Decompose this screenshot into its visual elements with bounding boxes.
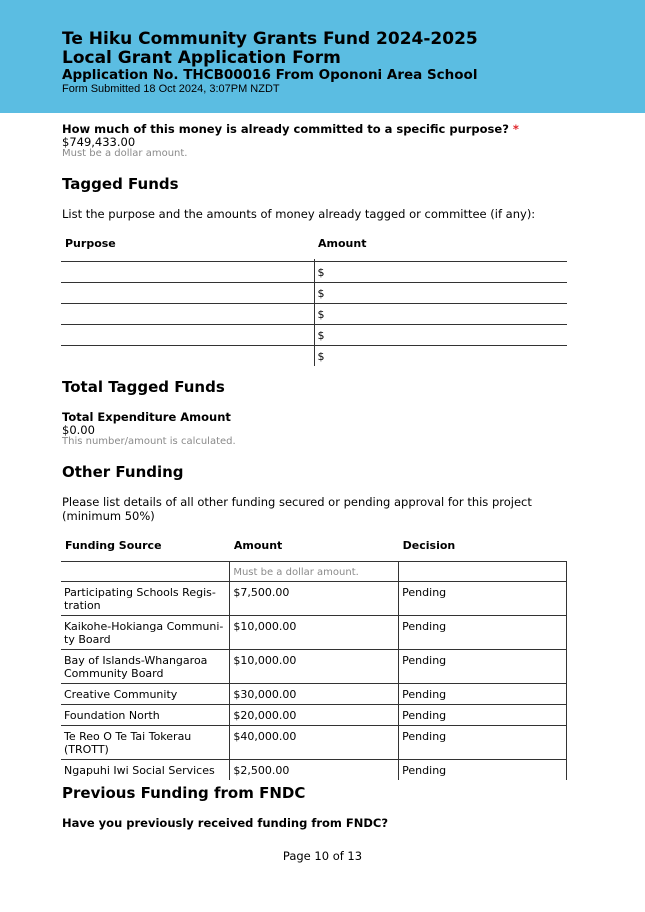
table-row (61, 325, 567, 346)
table-row (61, 346, 567, 367)
amount-cell: $7,500.00 (230, 582, 399, 616)
committed-question (62, 122, 519, 136)
amount-cell: $10,000.00 (230, 650, 399, 684)
committed-hint: Must be a dollar amount. (62, 148, 188, 159)
table-row (61, 760, 567, 781)
table-row (61, 616, 567, 650)
other-funding-heading: Other Funding (62, 463, 184, 481)
amount-cell: $ (314, 304, 567, 325)
other-funding-instruction: Please list details of all other funding secured or pending approval for this project (minimum 50%) (62, 495, 532, 523)
table-row (61, 582, 567, 616)
amount-cell: $30,000.00 (230, 684, 399, 705)
form-title: Local Grant Application Form (62, 48, 341, 68)
decision-cell (399, 562, 567, 582)
source-cell: Kaikohe-Hokianga Communi-ty Board (61, 616, 230, 650)
table-row (61, 283, 567, 304)
amount-cell: $ (314, 325, 567, 346)
decision-cell: Pending (399, 705, 567, 726)
amount-cell: $2,500.00 (230, 760, 399, 781)
amount-cell: $ (314, 346, 567, 367)
source-cell: Te Reo O Te Tai Tokerau (TROTT) (61, 726, 230, 760)
column-header-amount: Amount (233, 539, 283, 552)
required-marker: * (512, 122, 519, 136)
decision-cell: Pending (399, 726, 567, 760)
purpose-cell (61, 262, 314, 283)
table-row (61, 650, 567, 684)
total-tagged-heading: Total Tagged Funds (62, 378, 225, 396)
amount-hint-cell: Must be a dollar amount. (230, 562, 399, 582)
source-cell: Creative Community (61, 684, 230, 705)
column-header-amount: Amount (318, 237, 367, 250)
total-expenditure-hint: This number/amount is calculated. (62, 436, 236, 447)
source-cell: Bay of Islands-Whangaroa Community Board (61, 650, 230, 684)
form-header (0, 0, 645, 113)
other-funding-table (61, 539, 567, 780)
source-cell: Participating Schools Regis-tration (61, 582, 230, 616)
amount-cell: $40,000.00 (230, 726, 399, 760)
source-cell (61, 562, 230, 582)
total-expenditure-value: $0.00 (62, 423, 95, 437)
column-header-purpose: Purpose (65, 237, 116, 250)
tagged-funds-heading: Tagged Funds (62, 175, 179, 193)
column-header-funding-source: Funding Source (65, 539, 162, 552)
amount-cell: $ (314, 262, 567, 283)
previous-funding-question: Have you previously received funding from FNDC? (62, 816, 389, 830)
page-number: Page 10 of 13 (282, 849, 363, 863)
decision-cell: Pending (399, 582, 567, 616)
table-row (61, 684, 567, 705)
purpose-cell (61, 304, 314, 325)
total-expenditure-label: Total Expenditure Amount (62, 410, 231, 424)
decision-cell: Pending (399, 650, 567, 684)
committed-question-text: How much of this money is already committed to a specific purpose? (62, 122, 509, 136)
committed-value: $749,433.00 (62, 135, 136, 149)
purpose-cell (61, 346, 314, 367)
grant-fund-title: Te Hiku Community Grants Fund 2024-2025 (62, 29, 478, 49)
amount-cell: $10,000.00 (230, 616, 399, 650)
table-row (61, 304, 567, 325)
previous-funding-heading: Previous Funding from FNDC (62, 784, 306, 802)
table-row (61, 705, 567, 726)
decision-cell: Pending (399, 616, 567, 650)
purpose-cell (61, 283, 314, 304)
table-row (61, 262, 567, 283)
tagged-funds-instruction: List the purpose and the amounts of money already tagged or committee (if any): (62, 207, 536, 221)
amount-cell: $20,000.00 (230, 705, 399, 726)
purpose-cell (61, 325, 314, 346)
table-row (61, 726, 567, 760)
source-cell: Ngapuhi Iwi Social Services (64, 764, 215, 777)
submission-date: Form Submitted 18 Oct 2024, 3:07PM NZDT (62, 83, 280, 95)
tagged-funds-table (61, 237, 567, 366)
decision-cell: Pending (399, 760, 567, 781)
source-cell: Foundation North (61, 705, 230, 726)
amount-cell: $ (314, 283, 567, 304)
column-header-decision: Decision (402, 539, 456, 552)
decision-cell: Pending (399, 684, 567, 705)
application-number: Application No. THCB00016 From Opononi Area School (62, 67, 478, 83)
table-row (61, 562, 567, 582)
